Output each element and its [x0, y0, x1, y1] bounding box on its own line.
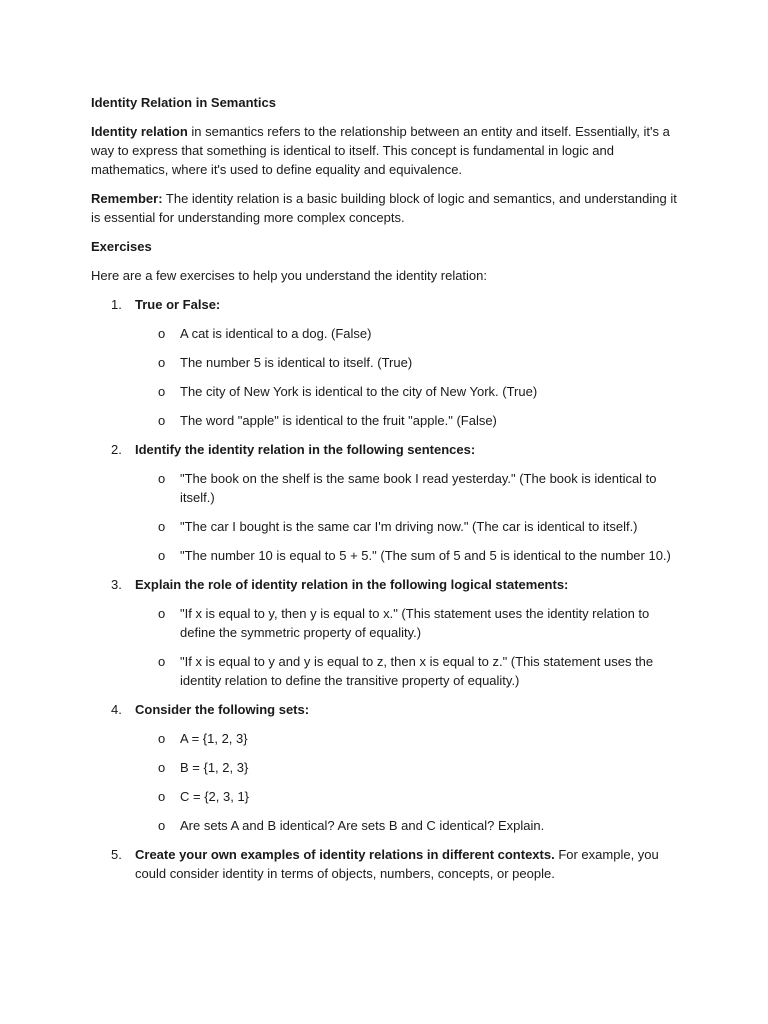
exercise-item [91, 845, 681, 883]
exercise-number: 4. [111, 702, 122, 717]
exercise-sub-list [135, 469, 681, 565]
document-page [91, 93, 681, 893]
bullet-icon: o [158, 471, 166, 486]
exercise-sub-item-text: "If x is equal to y and y is equal to z, then x is equal to z." (This statement uses the identity relation to define the transitive property of equality.) [180, 654, 654, 688]
exercise-sub-list [135, 324, 681, 430]
exercise-heading: Explain the role of identity relation in the following logical statements: [135, 577, 569, 592]
bullet-icon: o [158, 731, 166, 746]
exercise-sub-item [135, 353, 681, 372]
exercise-body [135, 845, 681, 883]
exercise-body [135, 700, 681, 719]
exercise-item [91, 295, 681, 430]
intro-text: in semantics refers to the relationship between an entity and itself. Essentially, it's a way to express that something is identical to itself. This concept is fundamental in logic and mathematics, where it's used to define equality and equivalence. [91, 124, 670, 177]
intro-paragraph [91, 122, 681, 179]
exercise-body [135, 575, 681, 594]
exercise-list [91, 295, 681, 883]
bullet-icon: o [158, 355, 166, 370]
exercise-item [91, 700, 681, 835]
exercise-sub-item-text: The word "apple" is identical to the fruit "apple." (False) [180, 413, 497, 428]
exercise-sub-item [135, 382, 681, 401]
bullet-icon: o [158, 413, 166, 428]
exercise-body [135, 295, 681, 314]
intro-term: Identity relation [91, 124, 188, 139]
exercise-sub-item [135, 546, 681, 565]
exercise-sub-item [135, 469, 681, 507]
bullet-icon: o [158, 548, 166, 563]
exercise-sub-item-text: "The number 10 is equal to 5 + 5." (The sum of 5 and 5 is identical to the number 10.) [180, 548, 671, 563]
exercise-sub-item [135, 729, 681, 748]
exercise-item [91, 575, 681, 690]
exercise-sub-item-text: "If x is equal to y, then y is equal to x." (This statement uses the identity relation to define the symmetric property of equality.) [180, 606, 650, 640]
exercise-sub-item-text: A = {1, 2, 3} [180, 731, 248, 746]
exercise-number: 1. [111, 297, 122, 312]
exercise-sub-item-text: The city of New York is identical to the city of New York. (True) [180, 384, 538, 399]
exercise-heading: True or False: [135, 297, 221, 312]
exercise-body [135, 440, 681, 459]
exercise-heading: Create your own examples of identity relations in different contexts. [135, 847, 555, 862]
exercise-sub-item [135, 652, 681, 690]
exercises-heading: Exercises [91, 239, 152, 254]
bullet-icon: o [158, 760, 166, 775]
exercise-heading: Identify the identity relation in the following sentences: [135, 442, 476, 457]
bullet-icon: o [158, 606, 166, 621]
remember-text: The identity relation is a basic building block of logic and semantics, and understanding it is essential for understanding more complex concepts. [91, 191, 677, 225]
exercise-number: 3. [111, 577, 122, 592]
remember-label: Remember: [91, 191, 163, 206]
exercise-number: 2. [111, 442, 122, 457]
exercise-sub-item-text: "The book on the shelf is the same book I read yesterday." (The book is identical to itself.) [180, 471, 657, 505]
exercise-sub-item [135, 411, 681, 430]
bullet-icon: o [158, 326, 166, 341]
exercise-sub-item-text: A cat is identical to a dog. (False) [180, 326, 372, 341]
exercise-heading: Consider the following sets: [135, 702, 310, 717]
exercise-sub-list [135, 604, 681, 690]
bullet-icon: o [158, 818, 166, 833]
exercise-trailing-text: For example, you could consider identity in terms of objects, numbers, concepts, or people. [135, 847, 659, 881]
exercise-sub-item-text: "The car I bought is the same car I'm driving now." (The car is identical to itself.) [180, 519, 638, 534]
exercise-sub-item [135, 604, 681, 642]
exercise-sub-item-text: C = {2, 3, 1} [180, 789, 250, 804]
exercise-sub-item [135, 517, 681, 536]
exercise-sub-item [135, 324, 681, 343]
exercise-sub-item [135, 758, 681, 777]
exercises-intro: Here are a few exercises to help you understand the identity relation: [91, 268, 488, 283]
exercise-item [91, 440, 681, 565]
remember-paragraph [91, 189, 681, 227]
exercise-sub-item [135, 816, 681, 835]
exercise-sub-item [135, 787, 681, 806]
bullet-icon: o [158, 519, 166, 534]
exercise-sub-list [135, 729, 681, 835]
exercise-sub-item-text: The number 5 is identical to itself. (True) [180, 355, 413, 370]
exercise-number: 5. [111, 847, 122, 862]
document-title: Identity Relation in Semantics [91, 95, 276, 110]
bullet-icon: o [158, 789, 166, 804]
bullet-icon: o [158, 384, 166, 399]
exercise-sub-item-text: Are sets A and B identical? Are sets B and C identical? Explain. [180, 818, 545, 833]
bullet-icon: o [158, 654, 166, 669]
exercise-sub-item-text: B = {1, 2, 3} [180, 760, 249, 775]
